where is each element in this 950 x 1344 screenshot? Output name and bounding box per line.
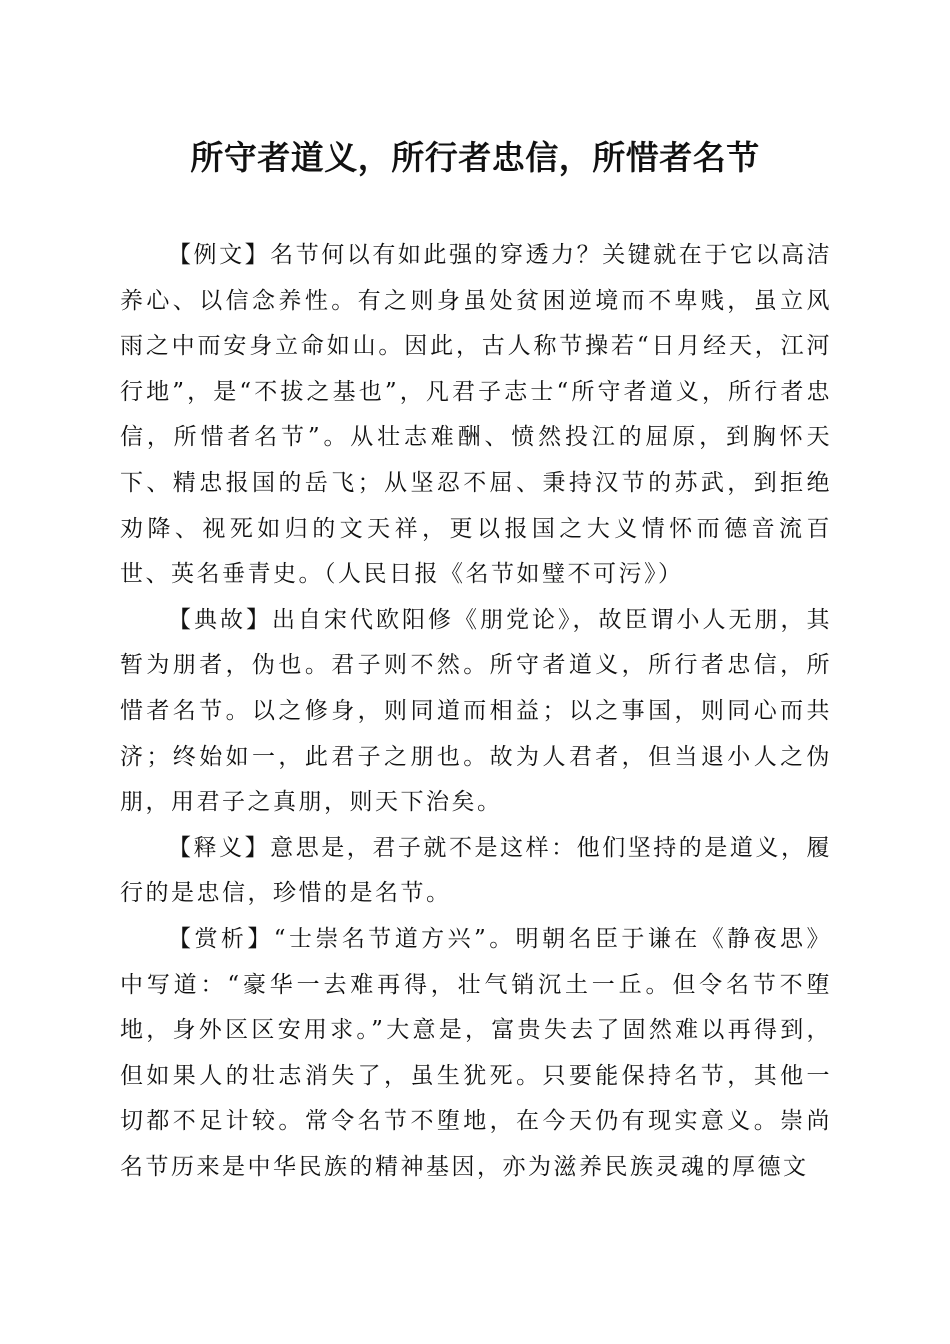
page-title: 所守者道义，所行者忠信，所惜者名节 xyxy=(190,138,760,177)
paragraph-tag: 【典故】 xyxy=(168,606,272,633)
paragraph-example xyxy=(120,233,832,598)
paragraph-text: 意思是，君子就不是这样：他们坚持的是道义，履行的是忠信，珍惜的是名节。 xyxy=(120,834,833,907)
paragraph-tag: 【赏析】 xyxy=(168,925,274,952)
paragraph-appreciation xyxy=(120,917,832,1191)
paragraph-meaning xyxy=(120,826,832,917)
paragraph-allusion xyxy=(120,598,832,826)
paragraph-tag: 【例文】 xyxy=(168,242,271,268)
paragraph-tag: 【释义】 xyxy=(168,834,271,861)
document-body xyxy=(120,233,832,1190)
paragraph-text: 出自宋代欧阳修《朋党论》，故臣谓小人无朋，其暂为朋者，伪也。君子则不然。所守者道义，所行者忠信，所惜者名节。以之修身，则同道而相益；以之事国，则同心而共济；终始如一，此君子之朋也。故为人君者，但当退小人之伪朋，用君子之真朋，则天下治矣。 xyxy=(120,606,832,816)
paragraph-text: 名节何以有如此强的穿透力？关键就在于它以高洁养心、以信念养性。有之则身虽处贫困逆境而不卑贱，虽立风雨之中而安身立命如山。因此，古人称节操若“日月经天，江河行地”，是“不拔之基也”，凡君子志士“所守者道义，所行者忠信，所惜者名节”。从壮志难酬、愤然投江的屈原，到胸怀天下、精忠报国的岳飞；从坚忍不屈、秉持汉节的苏武，到拒绝劝降、视死如归的文天祥，更以报国之大义情怀而德音流百世、英名垂青史。（人民日报《名节如璧不可污》） xyxy=(120,242,833,588)
paragraph-text: “士崇名节道方兴”。明朝名臣于谦在《静夜思》中写道：“豪华一去难再得，壮气销沉土一丘。但令名节不堕地，身外区区安用求。”大意是，富贵失去了固然难以再得到，但如果人的壮志消失了，虽生犹死。只要能保持名节，其他一切都不足计较。常令名节不堕地，在今天仍有现实意义。崇尚名节历来是中华民族的精神基因，亦为滋养民族灵魂的厚德文 xyxy=(120,925,832,1180)
